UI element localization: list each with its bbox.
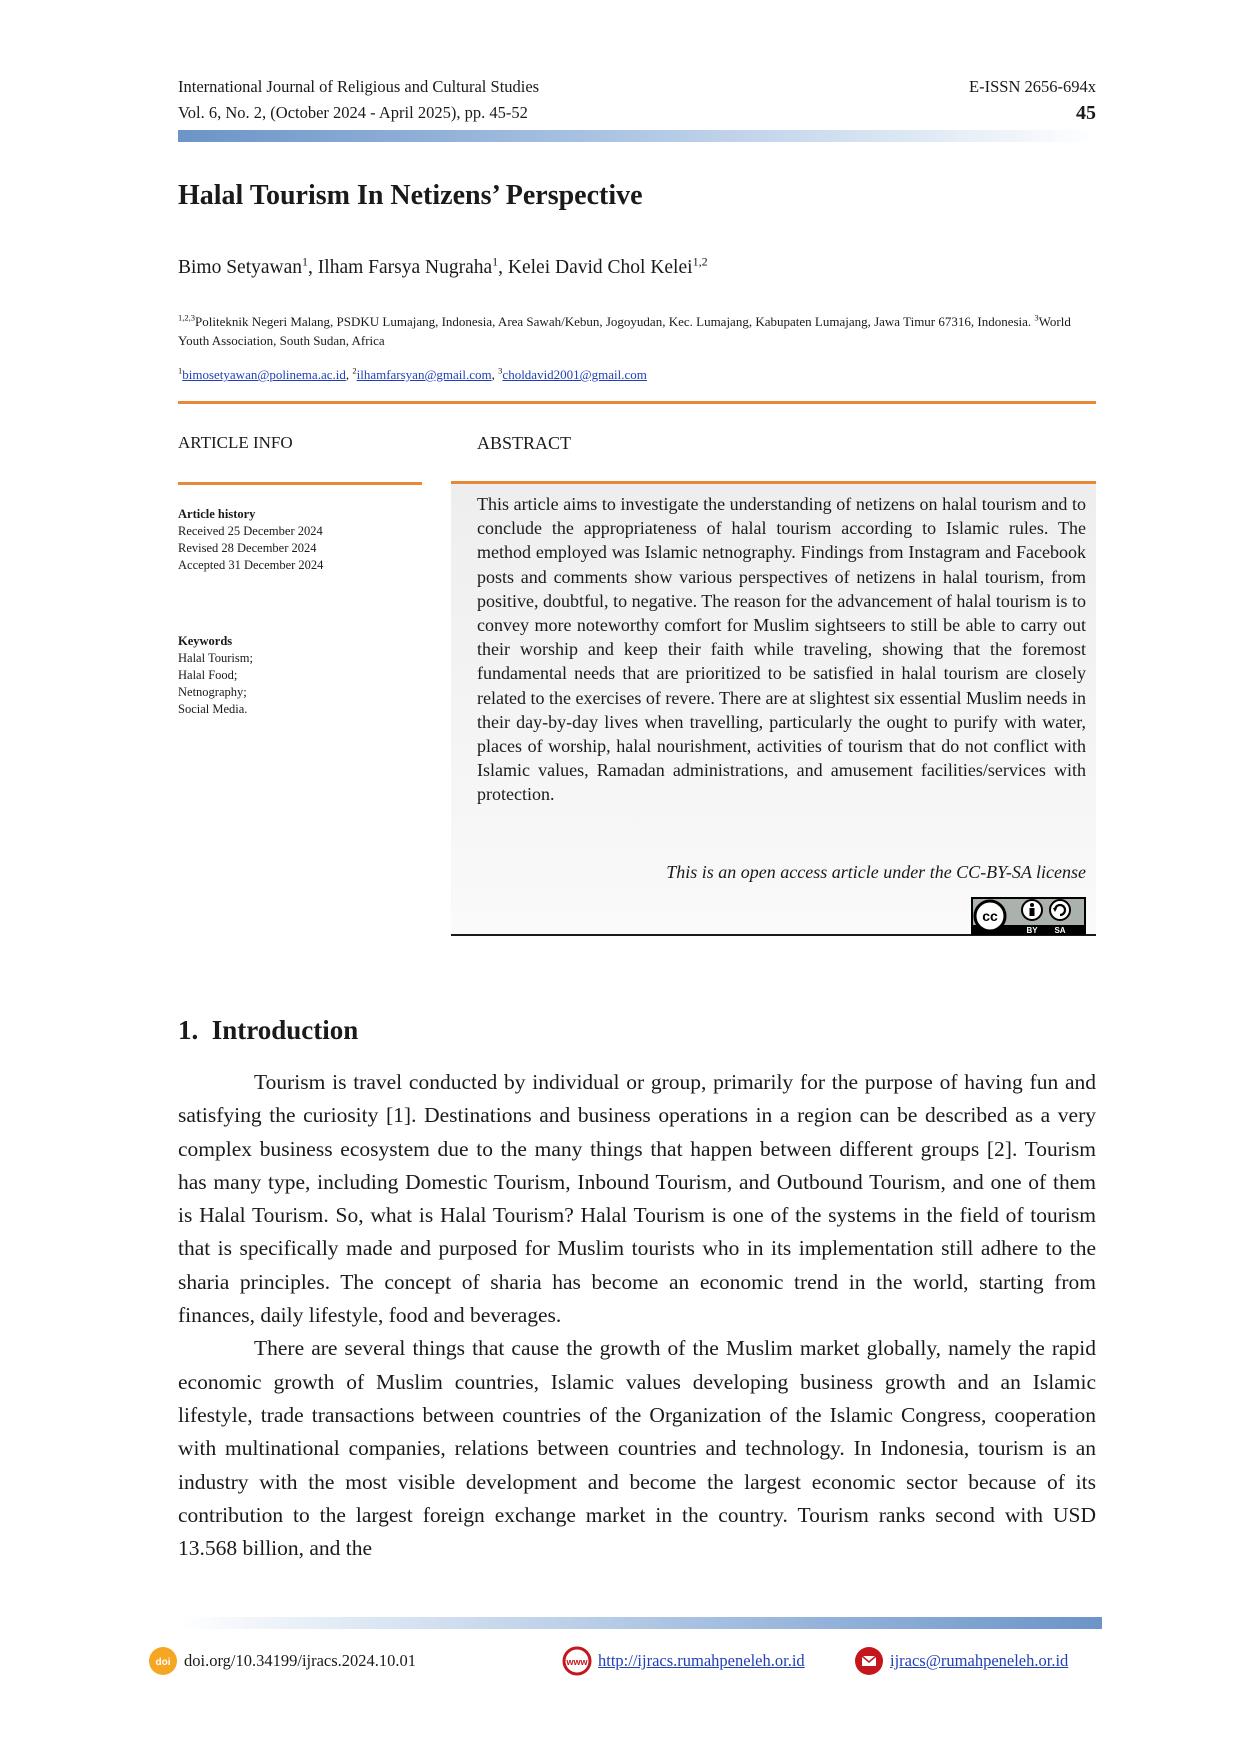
keyword: Halal Food; xyxy=(178,668,238,682)
journal-name: International Journal of Religious and Cultural Studies xyxy=(178,77,540,96)
cc-by-sa-badge-icon[interactable] xyxy=(971,897,1086,935)
keyword: Social Media. xyxy=(178,702,248,716)
footer-gradient-bar xyxy=(178,1617,1102,1629)
email-sup: 1 xyxy=(178,365,183,376)
footer-url xyxy=(562,1646,805,1676)
issn: E-ISSN 2656-694x xyxy=(969,77,1096,96)
license-note: This is an open access article under the CC-BY-SA license xyxy=(666,862,1086,882)
email-sup: 3 xyxy=(498,365,503,376)
badge-sa-text: SA xyxy=(1054,926,1066,935)
running-header-right xyxy=(969,74,1096,126)
email-sup: 2 xyxy=(352,365,357,376)
volume-info: Vol. 6, No. 2, (October 2024 - April 2025), pp. 45-52 xyxy=(178,103,528,122)
email-link[interactable]: bimosetyawan@polinema.ac.id xyxy=(182,367,346,382)
doi-icon xyxy=(148,1646,178,1676)
section-body xyxy=(178,1066,1096,1565)
email-link[interactable]: ilhamfarsyan@gmail.com xyxy=(356,367,492,382)
author-name: Bimo Setyawan xyxy=(178,257,303,278)
affil-text: Politeknik Negeri Malang, PSDKU Lumajang, Indonesia, Area Sawah/Kebun, Jogoyudan, Kec. Lumajang, Kabupaten Lumajang, Jawa Timur 67316, Indonesia. xyxy=(195,314,1032,329)
history-label: Article history xyxy=(178,507,256,521)
revised-date: Revised 28 December 2024 xyxy=(178,541,317,555)
badge-by-text: BY xyxy=(1026,926,1038,935)
page-number: 45 xyxy=(1076,102,1096,124)
abstract-text: This article aims to investigate the understanding of netizens on halal tourism and to conclude the appropriateness of halal tourism according to Islamic rules. The method employed was Islamic netnography. Findings from Instagram and Facebook posts and comments show various perspectives of netizens in halal tourism, from positive, doubtful, to negative. The reason for the advancement of halal tourism is to convey more noteworthy comfort for Muslim sightseers to still be able to carry out their worship and keep their faith while traveling, showing that the foremost fundamental needs that are prioritized to be satisfied in halal tourism are closely related to the exercises of revere. There are at slightest six essential Muslim needs in their day-by-day lives when travelling, particularly the ought to purify with water, places of worship, halal nourishment, activities of tourism that do not conflict with Islamic values, Ramadan administrations, and amusement facilities/services with protection. xyxy=(477,494,1086,805)
received-date: Received 25 December 2024 xyxy=(178,524,323,538)
divider xyxy=(178,482,422,485)
www-icon-text: www xyxy=(566,1657,588,1667)
journal-url-link[interactable]: http://ijracs.rumahpeneleh.or.id xyxy=(598,1651,805,1670)
author-name: Kelei David Chol Kelei xyxy=(507,257,693,278)
author-list: Bimo Setyawan$^1$, Ilham Farsya Nugraha$^1$, Kelei David Chol Kelei$^{1,2}$ xyxy=(178,254,708,278)
paragraph: Tourism is travel conducted by individual or group, primarily for the purpose of having fun and satisfying the curiosity [1]. Destinations and business operations in a region can be described as a very complex business ecosystem due to the many things that happen between different groups [2]. Tourism has many type, including Domestic Tourism, Inbound Tourism, and Outbound Tourism, and one of them is Halal Tourism. So, what is Halal Tourism? Halal Tourism is one of the systems in the field of tourism that is specifically made and purposed for Muslim tourists who in its implementation still adhere to the sharia principles. The concept of sharia has become an economic trend in the world, starting from finances, daily lifestyle, food and beverages. xyxy=(178,1070,1096,1328)
article-info-heading: ARTICLE INFO xyxy=(178,433,293,452)
divider xyxy=(178,401,1096,404)
email-link[interactable]: choldavid2001@gmail.com xyxy=(502,367,647,382)
footer-doi xyxy=(148,1646,416,1676)
header-gradient-bar xyxy=(178,130,1096,142)
section-heading: 1. Introduction xyxy=(178,1015,359,1045)
running-header xyxy=(178,74,539,126)
author-sup: 1 xyxy=(302,254,309,269)
globe-icon xyxy=(562,1646,592,1676)
keyword: Halal Tourism; xyxy=(178,651,253,665)
paper-title: Halal Tourism In Netizens’ Perspective xyxy=(178,180,643,211)
accepted-date: Accepted 31 December 2024 xyxy=(178,558,324,572)
keywords-label: Keywords xyxy=(178,634,233,648)
badge-cc-text: cc xyxy=(982,908,998,924)
paragraph: There are several things that cause the growth of the Muslim market globally, namely the rapid economic growth of Muslim countries, Islamic values developing business growth and an Islamic lifestyle, trade transactions between countries of the Organization of the Islamic Congress, cooperation with multinational companies, relations between countries and technology. In Indonesia, tourism is an industry with the most visible development and become the largest economic sector because of its contribution to the largest foreign exchange market in the country. Tourism ranks second with USD 13.568 billion, and the xyxy=(178,1336,1096,1561)
footer-email xyxy=(854,1646,1068,1676)
author-name: Ilham Farsya Nugraha xyxy=(317,257,493,278)
doi-icon-text: doi xyxy=(155,1657,171,1668)
mail-icon xyxy=(854,1646,884,1676)
affil-sup: 1,2,3 xyxy=(178,312,195,323)
keywords xyxy=(178,633,253,718)
author-emails: $^1$bimosetyawan@polinema.ac.id, $^2$ilhamfarsyan@gmail.com, $^3$choldavid2001@gmail.com xyxy=(178,365,647,382)
keyword: Netnography; xyxy=(178,685,247,699)
abstract-heading: ABSTRACT xyxy=(477,433,572,453)
affil-text: World Youth Association, South Sudan, Africa xyxy=(178,314,1071,348)
affil-sup: 3 xyxy=(1034,312,1039,323)
article-history xyxy=(178,506,323,574)
doi-text: doi.org/10.34199/ijracs.2024.10.01 xyxy=(184,1651,417,1670)
journal-email-link[interactable]: ijracs@rumahpeneleh.or.id xyxy=(890,1651,1069,1670)
author-sup: 1 xyxy=(492,254,499,269)
affiliations xyxy=(178,312,1078,350)
author-sup: 1,2 xyxy=(692,254,708,269)
